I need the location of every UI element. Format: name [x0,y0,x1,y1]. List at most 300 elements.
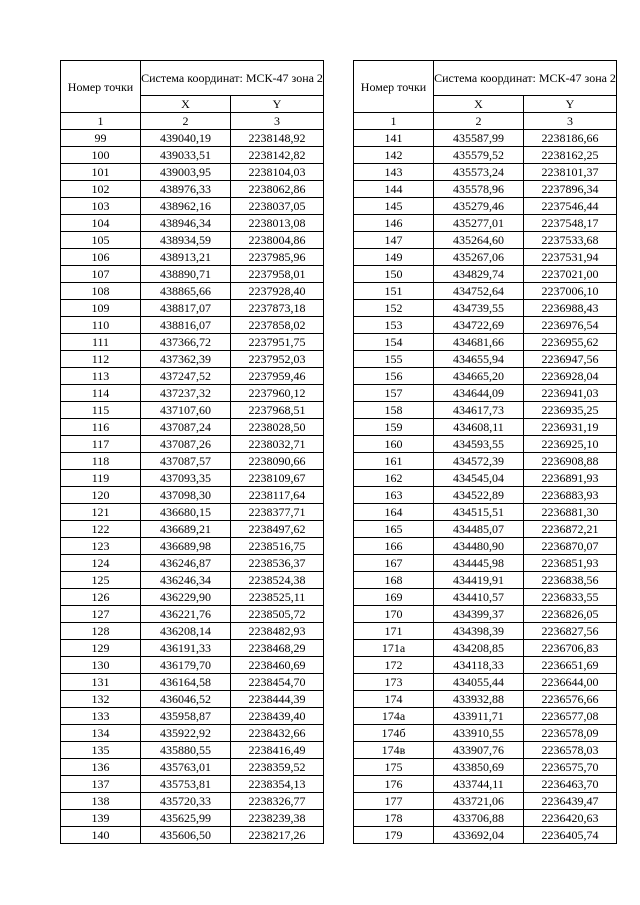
x-coordinate-cell: 436191,33 [141,640,231,657]
table-row [61,810,324,827]
x-coordinate-cell: 439040,19 [141,130,231,147]
table-row [354,742,617,759]
table-row [354,538,617,555]
x-coordinate-cell: 434722,69 [434,317,524,334]
point-number-cell: 178 [354,810,434,827]
x-coordinate-cell: 437247,52 [141,368,231,385]
x-coordinate-cell: 437087,26 [141,436,231,453]
table-row [354,385,617,402]
y-coordinate-cell: 2238148,92 [231,130,324,147]
x-coordinate-cell: 434445,98 [434,555,524,572]
header-x: X [434,96,524,113]
point-number-cell: 127 [61,606,141,623]
point-number-cell: 103 [61,198,141,215]
table-row [61,759,324,776]
point-number-cell: 141 [354,130,434,147]
table-row [354,504,617,521]
y-coordinate-cell: 2238090,66 [231,453,324,470]
x-coordinate-cell: 434644,09 [434,385,524,402]
x-coordinate-cell: 438976,33 [141,181,231,198]
point-number-cell: 153 [354,317,434,334]
y-coordinate-cell: 2236851,93 [524,555,617,572]
x-coordinate-cell: 436179,70 [141,657,231,674]
y-coordinate-cell: 2238142,82 [231,147,324,164]
table-row [354,810,617,827]
y-coordinate-cell: 2237858,02 [231,317,324,334]
header-col-index-3: 3 [524,113,617,130]
table-row [61,181,324,198]
x-coordinate-cell: 434655,94 [434,351,524,368]
y-coordinate-cell: 2238326,77 [231,793,324,810]
x-coordinate-cell: 435279,46 [434,198,524,215]
y-coordinate-cell: 2236463,70 [524,776,617,793]
y-coordinate-cell: 2238454,70 [231,674,324,691]
point-number-cell: 174б [354,725,434,742]
y-coordinate-cell: 2236928,04 [524,368,617,385]
point-number-cell: 167 [354,555,434,572]
x-coordinate-cell: 434752,64 [434,283,524,300]
table-row [354,130,617,147]
y-coordinate-cell: 2238524,38 [231,572,324,589]
table-row [61,487,324,504]
x-coordinate-cell: 435579,52 [434,147,524,164]
point-number-cell: 168 [354,572,434,589]
point-number-cell: 164 [354,504,434,521]
x-coordinate-cell: 437087,24 [141,419,231,436]
point-number-cell: 135 [61,742,141,759]
header-col-index-1: 1 [61,113,141,130]
point-number-cell: 171а [354,640,434,657]
point-number-cell: 102 [61,181,141,198]
x-coordinate-cell: 434055,44 [434,674,524,691]
x-coordinate-cell: 437093,35 [141,470,231,487]
x-coordinate-cell: 434398,39 [434,623,524,640]
point-number-cell: 166 [354,538,434,555]
x-coordinate-cell: 435880,55 [141,742,231,759]
table-row [354,351,617,368]
x-coordinate-cell: 434208,85 [434,640,524,657]
x-coordinate-cell: 435578,96 [434,181,524,198]
y-coordinate-cell: 2238186,66 [524,130,617,147]
x-coordinate-cell: 438865,66 [141,283,231,300]
point-number-cell: 144 [354,181,434,198]
table-row [354,521,617,538]
y-coordinate-cell: 2236827,56 [524,623,617,640]
header-x: X [141,96,231,113]
table-row [61,470,324,487]
table-row [354,249,617,266]
coordinates-table-left [60,60,324,844]
table-row [61,640,324,657]
y-coordinate-cell: 2236891,93 [524,470,617,487]
x-coordinate-cell: 439033,51 [141,147,231,164]
y-coordinate-cell: 2238516,75 [231,538,324,555]
x-coordinate-cell: 434399,37 [434,606,524,623]
table-row [354,402,617,419]
y-coordinate-cell: 2236405,74 [524,827,617,844]
table-row [61,317,324,334]
point-number-cell: 158 [354,402,434,419]
table-row [61,776,324,793]
x-coordinate-cell: 438934,59 [141,232,231,249]
table-row [354,232,617,249]
table-row [354,181,617,198]
y-coordinate-cell: 2236872,21 [524,521,617,538]
y-coordinate-cell: 2236931,19 [524,419,617,436]
table-row [61,266,324,283]
table-row [61,130,324,147]
table-row [61,385,324,402]
x-coordinate-cell: 434665,20 [434,368,524,385]
table-row [61,504,324,521]
table-row [61,555,324,572]
y-coordinate-cell: 2238432,66 [231,725,324,742]
point-number-cell: 126 [61,589,141,606]
y-coordinate-cell: 2236941,03 [524,385,617,402]
table-row [61,283,324,300]
y-coordinate-cell: 2237958,01 [231,266,324,283]
table-row [354,640,617,657]
y-coordinate-cell: 2238032,71 [231,436,324,453]
point-number-cell: 106 [61,249,141,266]
point-number-cell: 156 [354,368,434,385]
table-row [354,215,617,232]
point-number-cell: 174а [354,708,434,725]
table-row [354,487,617,504]
x-coordinate-cell: 434485,07 [434,521,524,538]
point-number-cell: 159 [354,419,434,436]
table-row [354,674,617,691]
point-number-cell: 177 [354,793,434,810]
point-number-cell: 147 [354,232,434,249]
y-coordinate-cell: 2238239,38 [231,810,324,827]
y-coordinate-cell: 2237531,94 [524,249,617,266]
point-number-cell: 128 [61,623,141,640]
table-row [61,538,324,555]
table-row [61,215,324,232]
table-row [354,555,617,572]
y-coordinate-cell: 2236420,63 [524,810,617,827]
y-coordinate-cell: 2238468,29 [231,640,324,657]
x-coordinate-cell: 436246,87 [141,555,231,572]
point-number-cell: 134 [61,725,141,742]
table-row [61,334,324,351]
table-row [61,827,324,844]
x-coordinate-cell: 433910,55 [434,725,524,742]
y-coordinate-cell: 2236947,56 [524,351,617,368]
y-coordinate-cell: 2236838,56 [524,572,617,589]
x-coordinate-cell: 435587,99 [434,130,524,147]
x-coordinate-cell: 434829,74 [434,266,524,283]
point-number-cell: 140 [61,827,141,844]
point-number-cell: 179 [354,827,434,844]
x-coordinate-cell: 436221,76 [141,606,231,623]
point-number-cell: 151 [354,283,434,300]
table-row [354,283,617,300]
header-point-number: Номер точки [354,61,434,113]
point-number-cell: 171 [354,623,434,640]
table-row [354,606,617,623]
table-row [354,827,617,844]
y-coordinate-cell: 2237896,34 [524,181,617,198]
x-coordinate-cell: 439003,95 [141,164,231,181]
x-coordinate-cell: 433932,88 [434,691,524,708]
y-coordinate-cell: 2236644,00 [524,674,617,691]
table-row [61,147,324,164]
y-coordinate-cell: 2238217,26 [231,827,324,844]
table-row [61,436,324,453]
header-col-index-3: 3 [231,113,324,130]
point-number-cell: 160 [354,436,434,453]
point-number-cell: 143 [354,164,434,181]
table-row [354,657,617,674]
y-coordinate-cell: 2238101,37 [524,164,617,181]
table-row [61,623,324,640]
y-coordinate-cell: 2236575,70 [524,759,617,776]
table-row [354,419,617,436]
header-col-index-2: 2 [141,113,231,130]
table-row [61,419,324,436]
x-coordinate-cell: 438946,34 [141,215,231,232]
y-coordinate-cell: 2237968,51 [231,402,324,419]
y-coordinate-cell: 2236651,69 [524,657,617,674]
y-coordinate-cell: 2237548,17 [524,215,617,232]
y-coordinate-cell: 2236870,07 [524,538,617,555]
y-coordinate-cell: 2237960,12 [231,385,324,402]
y-coordinate-cell: 2238536,37 [231,555,324,572]
point-number-cell: 125 [61,572,141,589]
x-coordinate-cell: 437107,60 [141,402,231,419]
point-number-cell: 154 [354,334,434,351]
x-coordinate-cell: 438890,71 [141,266,231,283]
header-point-number: Номер точки [61,61,141,113]
x-coordinate-cell: 435922,92 [141,725,231,742]
y-coordinate-cell: 2238109,67 [231,470,324,487]
table-row [61,725,324,742]
y-coordinate-cell: 2237928,40 [231,283,324,300]
y-coordinate-cell: 2238354,13 [231,776,324,793]
x-coordinate-cell: 437366,72 [141,334,231,351]
table-row [354,725,617,742]
table-row [354,776,617,793]
table-row [354,147,617,164]
table-body-left [61,130,324,844]
point-number-cell: 116 [61,419,141,436]
point-number-cell: 118 [61,453,141,470]
point-number-cell: 132 [61,691,141,708]
x-coordinate-cell: 433692,04 [434,827,524,844]
x-coordinate-cell: 436208,14 [141,623,231,640]
x-coordinate-cell: 436229,90 [141,589,231,606]
x-coordinate-cell: 437087,57 [141,453,231,470]
table-row [61,572,324,589]
point-number-cell: 170 [354,606,434,623]
table-row [61,164,324,181]
x-coordinate-cell: 434545,04 [434,470,524,487]
x-coordinate-cell: 438913,21 [141,249,231,266]
point-number-cell: 101 [61,164,141,181]
y-coordinate-cell: 2237985,96 [231,249,324,266]
point-number-cell: 110 [61,317,141,334]
table-row [354,368,617,385]
table-row [354,164,617,181]
table-row [61,589,324,606]
point-number-cell: 149 [354,249,434,266]
table-row [354,266,617,283]
y-coordinate-cell: 2238004,86 [231,232,324,249]
y-coordinate-cell: 2238028,50 [231,419,324,436]
y-coordinate-cell: 2238162,25 [524,147,617,164]
y-coordinate-cell: 2236577,08 [524,708,617,725]
point-number-cell: 139 [61,810,141,827]
y-coordinate-cell: 2238104,03 [231,164,324,181]
table-row [61,606,324,623]
table-row [61,691,324,708]
y-coordinate-cell: 2238525,11 [231,589,324,606]
y-coordinate-cell: 2237021,00 [524,266,617,283]
y-coordinate-cell: 2238416,49 [231,742,324,759]
table-row [354,691,617,708]
y-coordinate-cell: 2238377,71 [231,504,324,521]
x-coordinate-cell: 433907,76 [434,742,524,759]
y-coordinate-cell: 2238482,93 [231,623,324,640]
point-number-cell: 155 [354,351,434,368]
x-coordinate-cell: 434608,11 [434,419,524,436]
point-number-cell: 163 [354,487,434,504]
header-y: Y [524,96,617,113]
y-coordinate-cell: 2238117,64 [231,487,324,504]
coordinates-table-right [353,60,617,844]
table-row [354,759,617,776]
point-number-cell: 169 [354,589,434,606]
x-coordinate-cell: 436164,58 [141,674,231,691]
x-coordinate-cell: 438962,16 [141,198,231,215]
y-coordinate-cell: 2237533,68 [524,232,617,249]
table-body-right [354,130,617,844]
x-coordinate-cell: 434617,73 [434,402,524,419]
point-number-cell: 176 [354,776,434,793]
x-coordinate-cell: 436689,21 [141,521,231,538]
table-row [354,589,617,606]
point-number-cell: 174 [354,691,434,708]
table-row [61,198,324,215]
x-coordinate-cell: 435720,33 [141,793,231,810]
header-col-index-1: 1 [354,113,434,130]
table-row [61,521,324,538]
point-number-cell: 165 [354,521,434,538]
y-coordinate-cell: 2237952,03 [231,351,324,368]
point-number-cell: 99 [61,130,141,147]
x-coordinate-cell: 435573,24 [434,164,524,181]
table-row [354,623,617,640]
header-coord-system: Система координат: МСК-47 зона 2 [141,61,324,96]
x-coordinate-cell: 435958,87 [141,708,231,725]
y-coordinate-cell: 2236935,25 [524,402,617,419]
x-coordinate-cell: 433850,69 [434,759,524,776]
table-row [61,708,324,725]
point-number-cell: 175 [354,759,434,776]
point-number-cell: 157 [354,385,434,402]
x-coordinate-cell: 436680,15 [141,504,231,521]
y-coordinate-cell: 2236833,55 [524,589,617,606]
point-number-cell: 120 [61,487,141,504]
header-col-index-2: 2 [434,113,524,130]
point-number-cell: 104 [61,215,141,232]
y-coordinate-cell: 2237873,18 [231,300,324,317]
x-coordinate-cell: 434410,57 [434,589,524,606]
point-number-cell: 138 [61,793,141,810]
x-coordinate-cell: 434522,89 [434,487,524,504]
point-number-cell: 173 [354,674,434,691]
x-coordinate-cell: 434480,90 [434,538,524,555]
table-row [354,793,617,810]
table-row [61,657,324,674]
x-coordinate-cell: 433721,06 [434,793,524,810]
x-coordinate-cell: 435753,81 [141,776,231,793]
x-coordinate-cell: 436689,98 [141,538,231,555]
x-coordinate-cell: 435267,06 [434,249,524,266]
x-coordinate-cell: 435763,01 [141,759,231,776]
point-number-cell: 142 [354,147,434,164]
table-row [354,453,617,470]
y-coordinate-cell: 2237546,44 [524,198,617,215]
y-coordinate-cell: 2238037,05 [231,198,324,215]
y-coordinate-cell: 2236976,54 [524,317,617,334]
x-coordinate-cell: 436246,34 [141,572,231,589]
y-coordinate-cell: 2237951,75 [231,334,324,351]
table-row [61,793,324,810]
y-coordinate-cell: 2236706,83 [524,640,617,657]
y-coordinate-cell: 2236988,43 [524,300,617,317]
x-coordinate-cell: 437098,30 [141,487,231,504]
point-number-cell: 122 [61,521,141,538]
y-coordinate-cell: 2236955,62 [524,334,617,351]
y-coordinate-cell: 2238444,39 [231,691,324,708]
point-number-cell: 133 [61,708,141,725]
y-coordinate-cell: 2238497,62 [231,521,324,538]
point-number-cell: 121 [61,504,141,521]
y-coordinate-cell: 2237006,10 [524,283,617,300]
y-coordinate-cell: 2236883,93 [524,487,617,504]
point-number-cell: 124 [61,555,141,572]
x-coordinate-cell: 434419,91 [434,572,524,589]
table-row [61,453,324,470]
point-number-cell: 146 [354,215,434,232]
table-row [354,317,617,334]
point-number-cell: 137 [61,776,141,793]
point-number-cell: 131 [61,674,141,691]
y-coordinate-cell: 2236925,10 [524,436,617,453]
table-row [61,368,324,385]
x-coordinate-cell: 434118,33 [434,657,524,674]
y-coordinate-cell: 2237959,46 [231,368,324,385]
x-coordinate-cell: 434681,66 [434,334,524,351]
table-row [354,334,617,351]
table-row [61,742,324,759]
x-coordinate-cell: 434515,51 [434,504,524,521]
point-number-cell: 100 [61,147,141,164]
point-number-cell: 105 [61,232,141,249]
table-row [61,402,324,419]
x-coordinate-cell: 436046,52 [141,691,231,708]
point-number-cell: 107 [61,266,141,283]
table-row [354,198,617,215]
table-row [354,300,617,317]
y-coordinate-cell: 2236908,88 [524,453,617,470]
point-number-cell: 113 [61,368,141,385]
y-coordinate-cell: 2238062,86 [231,181,324,198]
x-coordinate-cell: 435264,60 [434,232,524,249]
